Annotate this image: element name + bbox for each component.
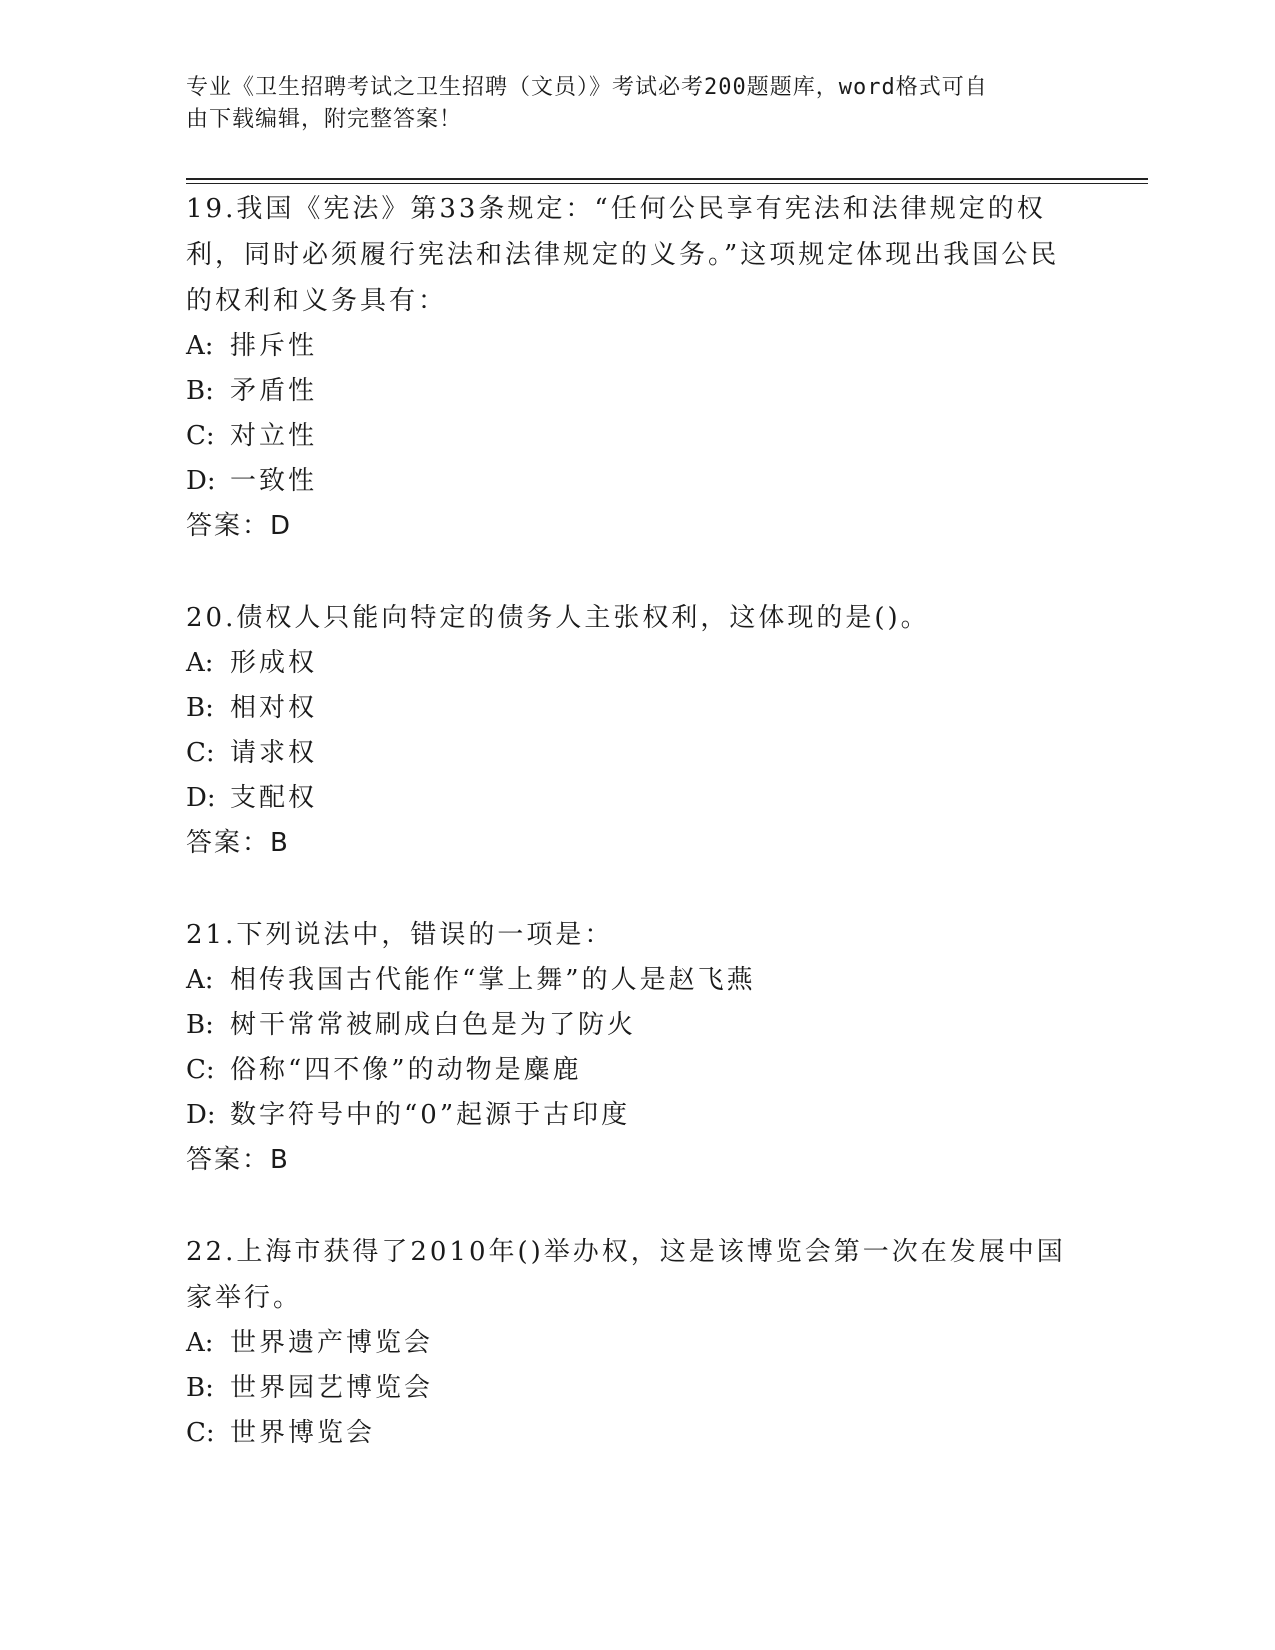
- option-label: D:: [186, 466, 216, 496]
- question-list: [186, 186, 1066, 1502]
- option-c: [186, 1411, 1066, 1456]
- option-a: [186, 1321, 1066, 1366]
- option-label: C:: [186, 1418, 215, 1448]
- option-a: [186, 958, 1066, 1003]
- question-text: 20.债权人只能向特定的债务人主张权利，这体现的是()。: [186, 603, 930, 633]
- answer: 答案：B: [186, 1145, 290, 1175]
- option-c: [186, 414, 1066, 459]
- header-line-1: 专业《卫生招聘考试之卫生招聘（文员）》考试必考200题题库，word格式可自: [186, 75, 988, 100]
- option-d: [186, 776, 1066, 821]
- option-text: 矛盾性: [230, 376, 318, 406]
- option-label: D:: [186, 783, 216, 813]
- question-text: 19.我国《宪法》第33条规定：“任何公民享有宪法和法律规定的权利，同时必须履行宪法和法律规定的义务。”这项规定体现出我国公民的权利和义务具有：: [186, 194, 1060, 316]
- option-text: 树干常常被刷成白色是为了防火: [230, 1010, 637, 1040]
- option-text: 请求权: [230, 738, 318, 768]
- option-c: [186, 1048, 1066, 1093]
- option-text: 一致性: [230, 466, 318, 496]
- option-text: 对立性: [230, 421, 318, 451]
- option-c: [186, 731, 1066, 776]
- document-header: [186, 72, 1066, 136]
- option-b: [186, 1366, 1066, 1411]
- option-d: [186, 1093, 1066, 1138]
- option-label: C:: [186, 421, 215, 451]
- option-label: B:: [186, 693, 214, 723]
- option-label: A:: [186, 331, 214, 361]
- option-d: [186, 459, 1066, 504]
- header-rule-thin: [186, 183, 1148, 184]
- option-text: 数字符号中的“0”起源于古印度: [230, 1100, 631, 1130]
- option-label: A:: [186, 648, 214, 678]
- question-20: [186, 595, 1066, 866]
- option-a: [186, 641, 1066, 686]
- option-b: [186, 369, 1066, 414]
- question-text: 21.下列说法中，错误的一项是：: [186, 920, 614, 950]
- option-text: 排斥性: [230, 331, 318, 361]
- option-label: C:: [186, 738, 215, 768]
- question-21: [186, 912, 1066, 1183]
- question-text: 22.上海市获得了2010年()举办权，这是该博览会第一次在发展中国家举行。: [186, 1237, 1066, 1313]
- option-label: B:: [186, 1010, 214, 1040]
- header-rule-thick: [186, 178, 1148, 180]
- option-text: 俗称“四不像”的动物是麋鹿: [230, 1055, 582, 1085]
- option-a: [186, 324, 1066, 369]
- option-text: 世界遗产博览会: [230, 1328, 434, 1358]
- option-label: A:: [186, 1328, 214, 1358]
- option-b: [186, 1003, 1066, 1048]
- option-text: 世界博览会: [230, 1418, 376, 1448]
- option-label: B:: [186, 1373, 214, 1403]
- question-19: [186, 186, 1066, 549]
- option-label: B:: [186, 376, 214, 406]
- option-text: 支配权: [230, 783, 318, 813]
- option-label: D:: [186, 1100, 216, 1130]
- option-text: 形成权: [230, 648, 318, 678]
- header-line-2: 由下载编辑，附完整答案！: [186, 107, 463, 132]
- option-text: 相对权: [230, 693, 318, 723]
- answer: 答案：B: [186, 828, 290, 858]
- question-22: [186, 1229, 1066, 1456]
- answer: 答案：D: [186, 511, 293, 541]
- option-text: 世界园艺博览会: [230, 1373, 434, 1403]
- option-text: 相传我国古代能作“掌上舞”的人是赵飞燕: [230, 965, 756, 995]
- option-label: C:: [186, 1055, 215, 1085]
- option-label: A:: [186, 965, 214, 995]
- option-b: [186, 686, 1066, 731]
